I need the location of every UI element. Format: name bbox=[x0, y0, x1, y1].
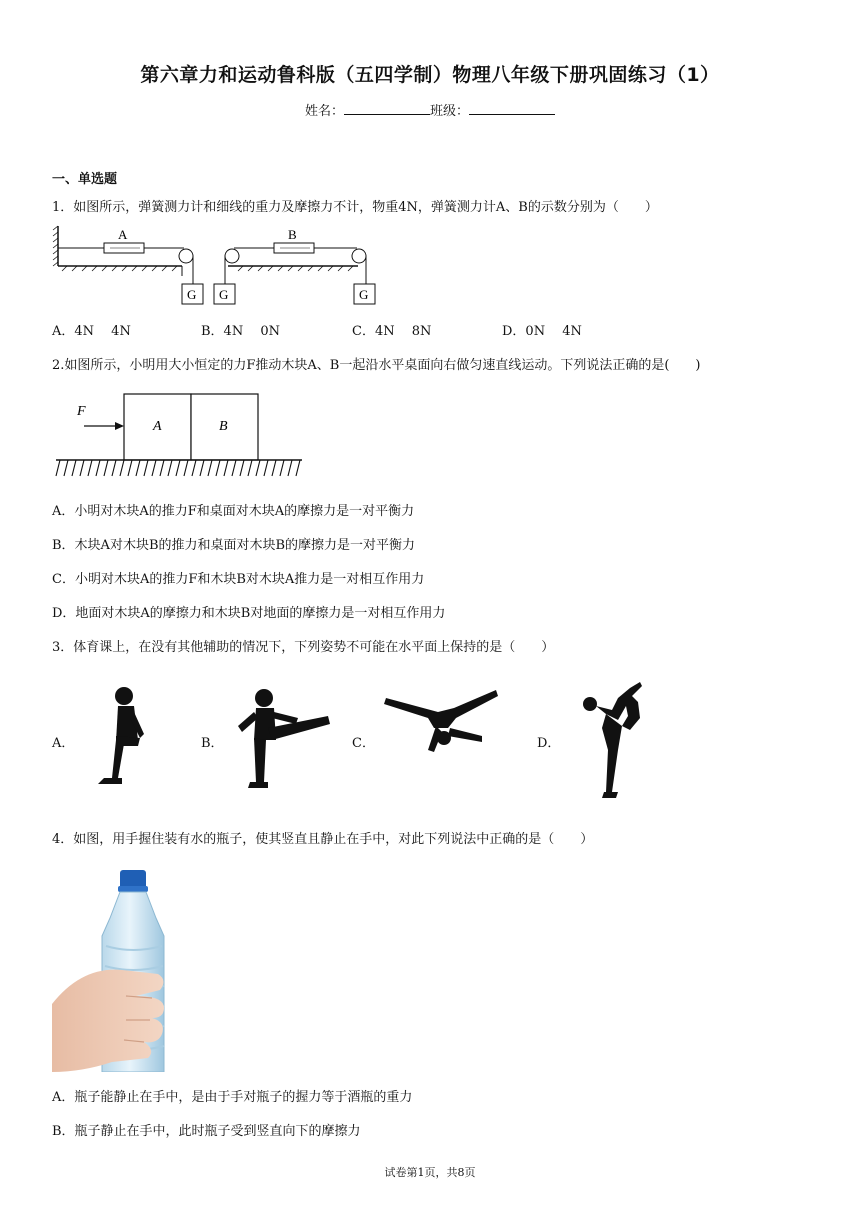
scale-a-label: A bbox=[118, 227, 128, 242]
q3-option-b[interactable]: B． bbox=[201, 736, 224, 751]
class-label: 班级： bbox=[430, 104, 470, 119]
weight-g-1: G bbox=[187, 287, 197, 302]
question-3-text: 3．体育课上，在没有其他辅助的情况下，下列姿势不可能在水平面上保持的是（ ） bbox=[52, 640, 555, 655]
q3-leg-kick-figure bbox=[232, 686, 332, 790]
q4-bottle-in-hand-photo bbox=[52, 866, 182, 1072]
q3-option-a[interactable]: A． bbox=[52, 736, 75, 751]
q3-ribbon-gymnast-figure bbox=[578, 680, 648, 800]
block-b-label: B bbox=[219, 419, 228, 434]
q1-option-d[interactable]: D．0N 4N bbox=[502, 324, 582, 339]
force-f-label: F bbox=[77, 404, 86, 419]
question-2-text: 2.如图所示，小明用大小恒定的力F推动木块A、B一起沿水平桌面向右做匀速直线运动。下列说法正确的是( ) bbox=[52, 358, 701, 373]
q4-option-a[interactable]: A．瓶子能静止在手中，是由于手对瓶子的握力等于酒瓶的重力 bbox=[52, 1090, 413, 1105]
scale-b-label: B bbox=[288, 227, 297, 242]
block-a-label: A bbox=[153, 419, 162, 434]
name-label: 姓名： bbox=[304, 104, 344, 119]
section-title: 一、单选题 bbox=[52, 172, 118, 187]
q3-split-balance-figure bbox=[384, 688, 500, 754]
weight-g-3: G bbox=[359, 287, 369, 302]
weight-g-2: G bbox=[219, 287, 229, 302]
q3-option-c[interactable]: C． bbox=[352, 736, 375, 751]
q1-option-a[interactable]: A．4N 4N bbox=[52, 324, 131, 339]
q1-option-b[interactable]: B．4N 0N bbox=[201, 324, 280, 339]
page-footer: 试卷第1页，共8页 bbox=[384, 1166, 476, 1179]
q2-option-d[interactable]: D．地面对木块A的摩擦力和木块B对地面的摩擦力是一对相互作用力 bbox=[52, 606, 446, 621]
q3-option-d[interactable]: D． bbox=[537, 736, 561, 751]
name-blank[interactable] bbox=[344, 102, 430, 115]
q4-option-b[interactable]: B．瓶子静止在手中，此时瓶子受到竖直向下的摩擦力 bbox=[52, 1124, 361, 1139]
q2-option-a[interactable]: A．小明对木块A的推力F和桌面对木块A的摩擦力是一对平衡力 bbox=[52, 504, 415, 519]
q3-sitting-figure bbox=[90, 682, 152, 790]
q1-option-c[interactable]: C．4N 8N bbox=[352, 324, 432, 339]
question-4-text: 4．如图，用手握住装有水的瓶子，使其竖直且静止在手中，对此下列说法中正确的是（ ） bbox=[52, 832, 594, 847]
q2-option-b[interactable]: B．木块A对木块B的推力和桌面对木块B的摩擦力是一对平衡力 bbox=[52, 538, 416, 553]
q2-option-c[interactable]: C．小明对木块A的推力F和木块B对木块A推力是一对相互作用力 bbox=[52, 572, 425, 587]
page-title: 第六章力和运动鲁科版（五四学制）物理八年级下册巩固练习（1） bbox=[140, 64, 720, 86]
question-1-text: 1．如图所示，弹簧测力计和细线的重力及摩擦力不计，物重4N，弹簧测力计A、B的示数分别为（ ） bbox=[52, 200, 658, 215]
q2-blocks-figure bbox=[52, 392, 307, 482]
class-blank[interactable] bbox=[469, 102, 555, 115]
q1-spring-scale-figure bbox=[52, 218, 392, 310]
name-class-row bbox=[0, 100, 860, 119]
